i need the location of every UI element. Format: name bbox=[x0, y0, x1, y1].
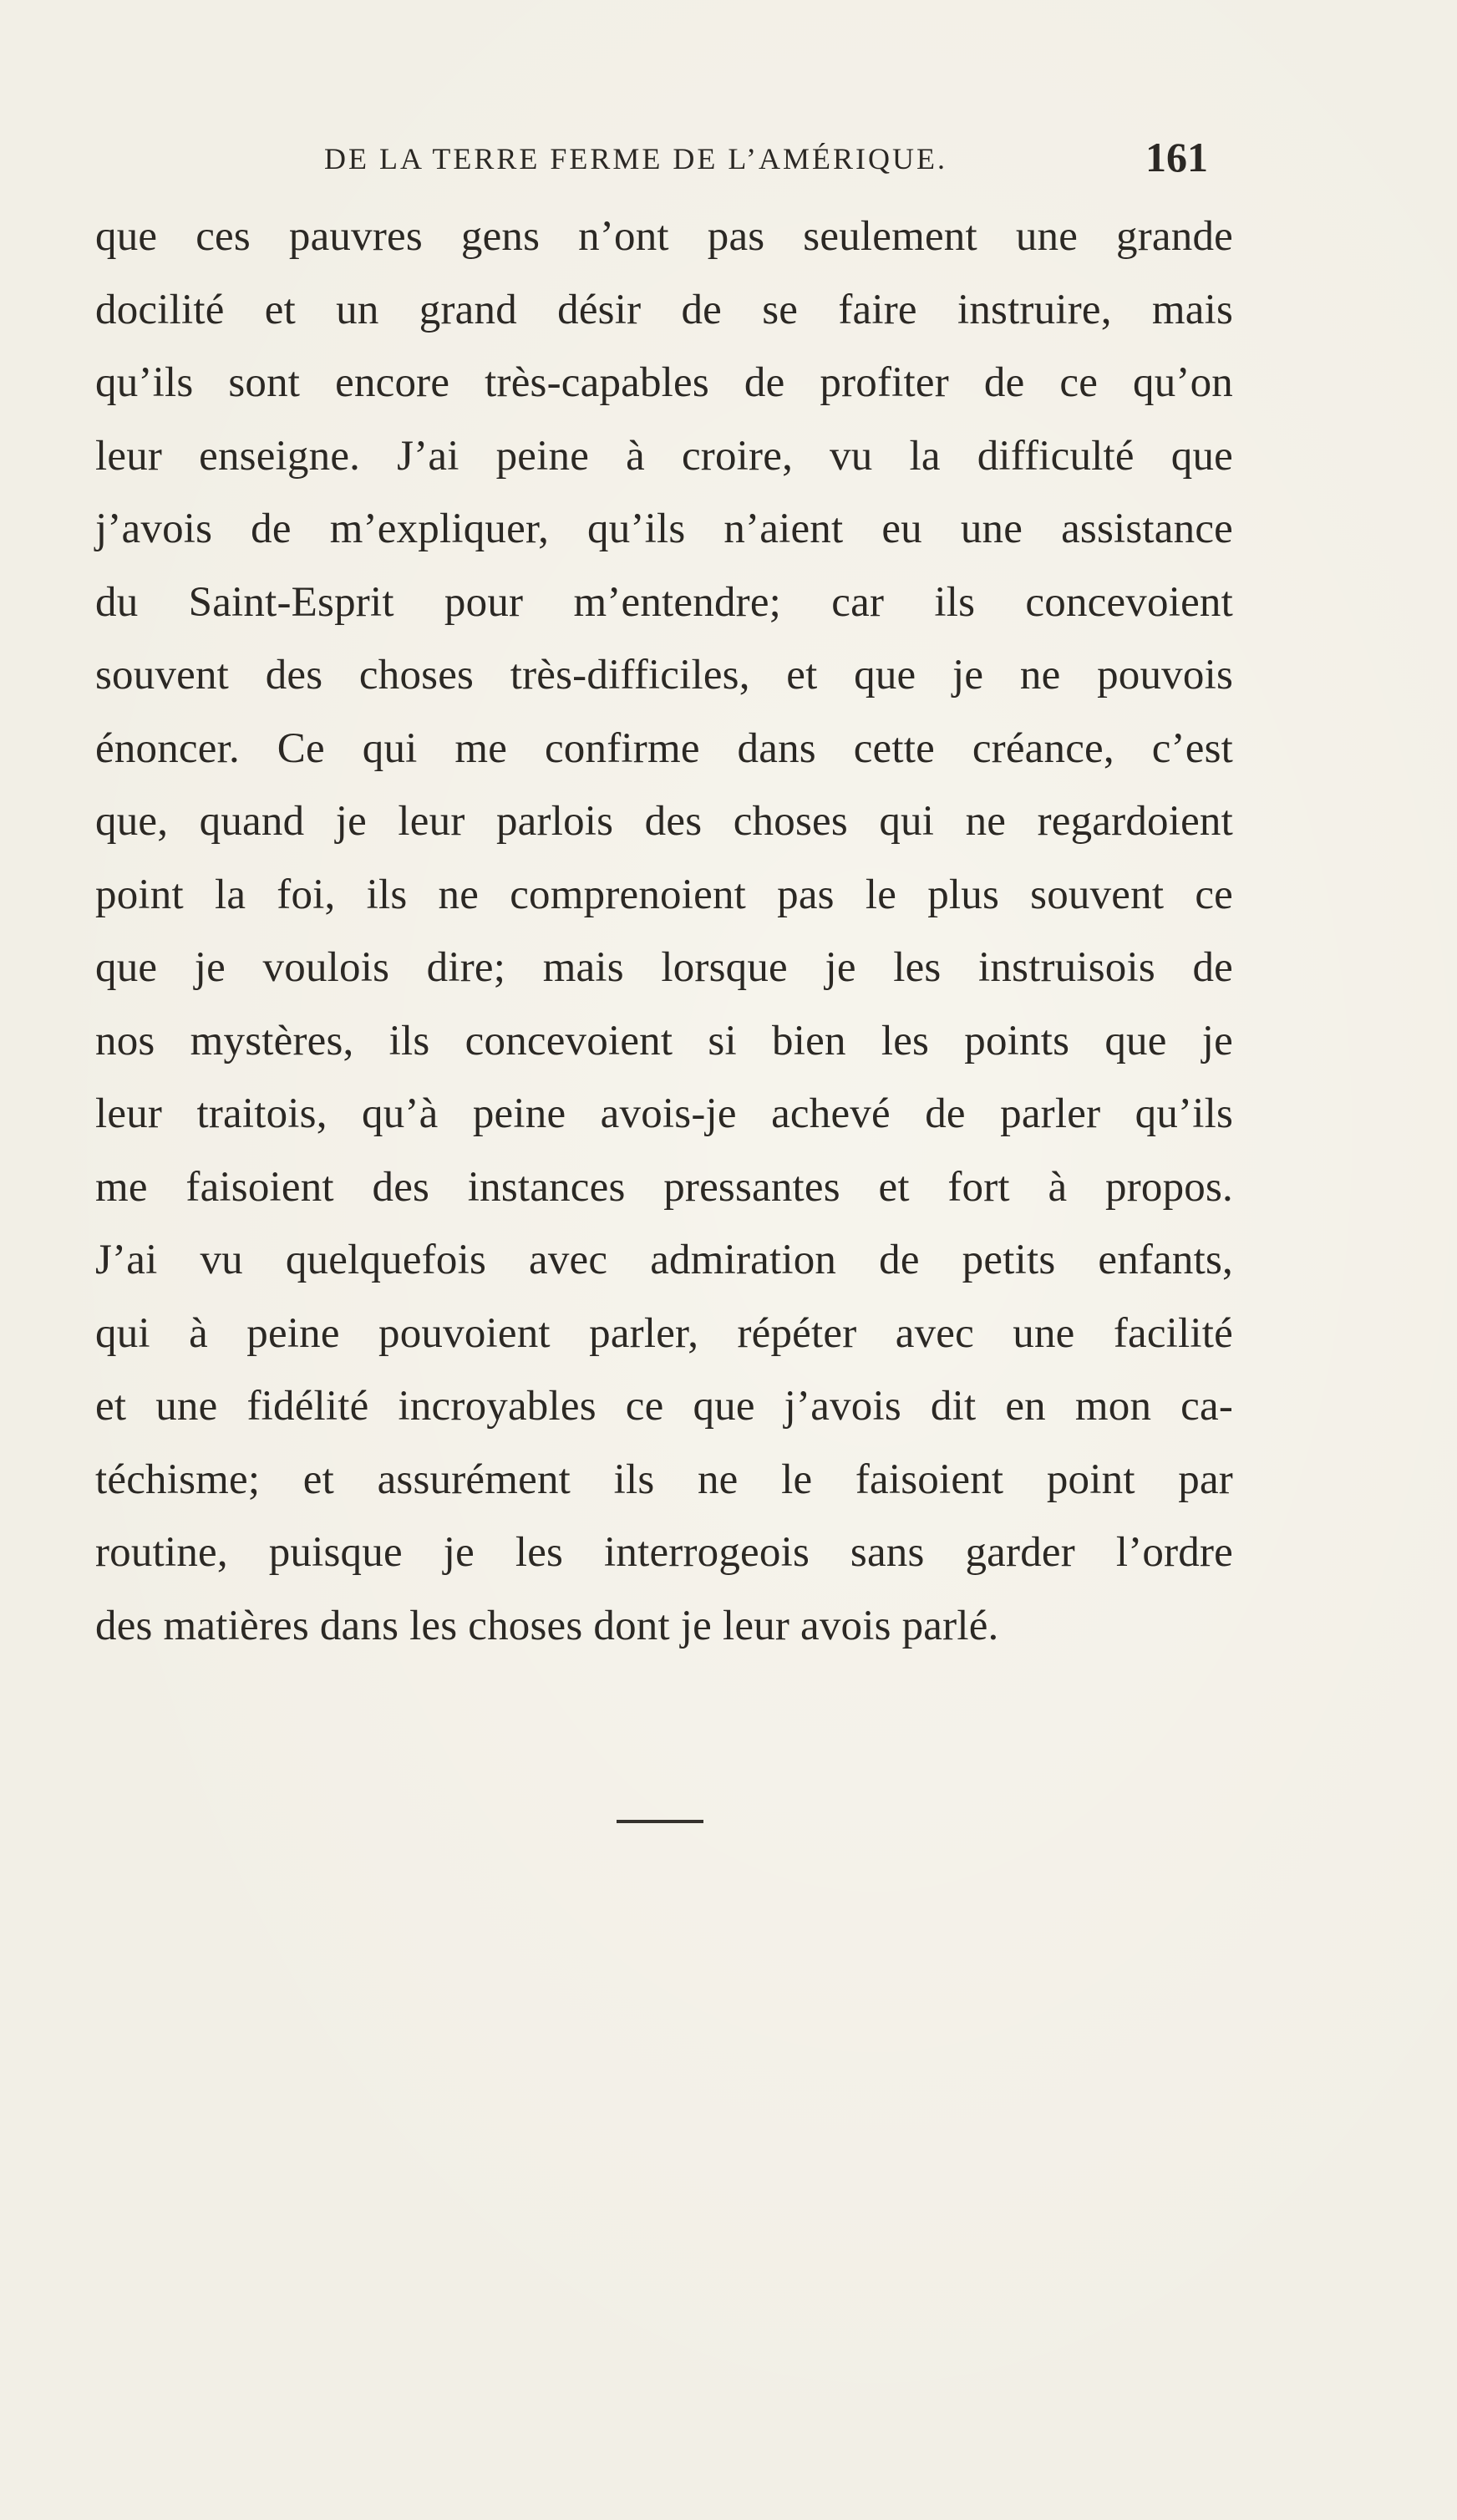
text-line: énoncer. Ce qui me confirme dans cette créance, c’est bbox=[95, 724, 1233, 772]
text-line: point la foi, ils ne comprenoient pas le plus souvent ce bbox=[95, 871, 1233, 918]
text-line: des matières dans les choses dont je leur avois parlé. bbox=[95, 1602, 999, 1649]
text-line: qui à peine pouvoient parler, répéter avec une facilité bbox=[95, 1309, 1233, 1357]
section-end-rule bbox=[617, 1820, 703, 1823]
text-line: routine, puisque je les interrogeois sans garder l’ordre bbox=[95, 1529, 1233, 1576]
text-line: J’ai vu quelquefois avec admiration de petits enfants, bbox=[95, 1237, 1233, 1283]
text-line: que, quand je leur parlois des choses qui ne regardoient bbox=[95, 798, 1233, 845]
text-line: que je voulois dire; mais lorsque je les instruisois de bbox=[95, 944, 1233, 991]
text-line: du Saint-Esprit pour m’entendre; car ils concevoient bbox=[95, 578, 1233, 626]
text-line: me faisoient des instances pressantes et fort à propos. bbox=[95, 1163, 1233, 1211]
text-line: téchisme; et assurément ils ne le faisoient point par bbox=[95, 1456, 1233, 1503]
text-line: docilité et un grand désir de se faire instruire, mais bbox=[95, 286, 1233, 333]
text-line: souvent des choses très-difficiles, et que je ne pouvois bbox=[95, 652, 1233, 699]
page-number: 161 bbox=[1145, 134, 1208, 180]
text-line: qu’ils sont encore très-capables de profiter de ce qu’on bbox=[95, 359, 1233, 406]
text-line: que ces pauvres gens n’ont pas seulement une grande bbox=[95, 213, 1233, 260]
text-line: et une fidélité incroyables ce que j’avois dit en mon ca- bbox=[95, 1383, 1233, 1430]
text-line: leur traitois, qu’à peine avois-je achevé de parler qu’ils bbox=[95, 1090, 1233, 1137]
running-head bbox=[324, 134, 1208, 184]
text-line: leur enseigne. J’ai peine à croire, vu la difficulté que bbox=[95, 432, 1233, 480]
text-line: nos mystères, ils concevoient si bien les points que je bbox=[95, 1017, 1233, 1064]
text-line: j’avois de m’expliquer, qu’ils n’aient eu une assistance bbox=[95, 506, 1233, 552]
running-title: DE LA TERRE FERME DE L’AMÉRIQUE. bbox=[324, 142, 948, 175]
body-text bbox=[95, 201, 1233, 1663]
